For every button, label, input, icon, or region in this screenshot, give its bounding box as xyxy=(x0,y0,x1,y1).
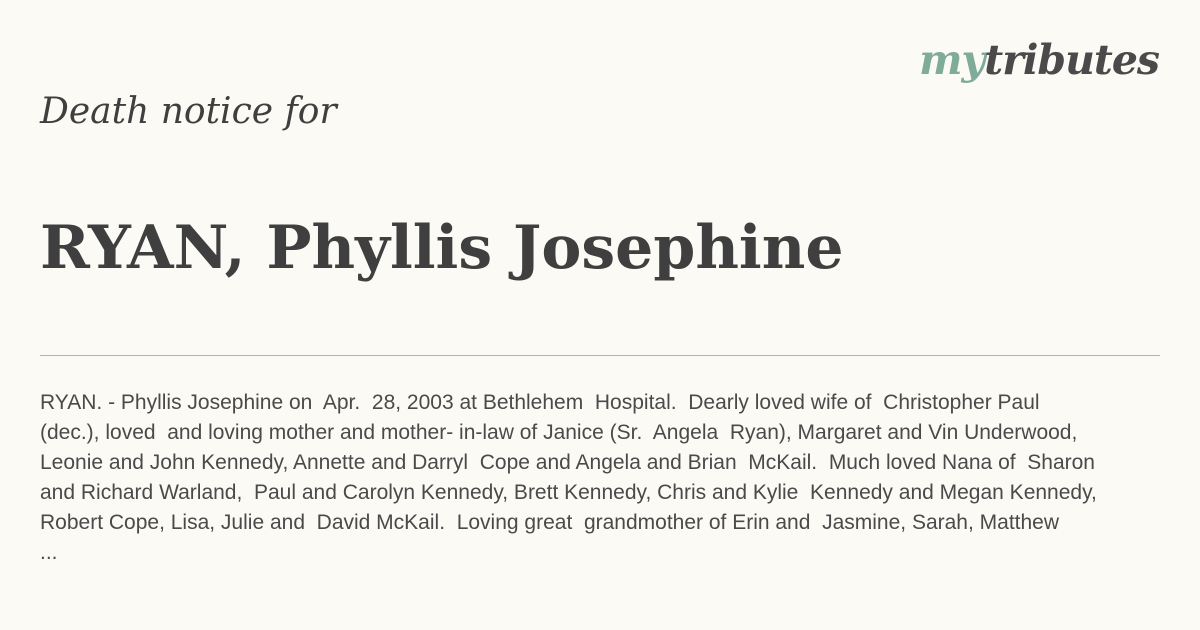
death-notice-label: Death notice for xyxy=(40,91,337,132)
divider xyxy=(40,355,1160,356)
notice-line: and Richard Warland, Paul and Carolyn Kennedy, Brett Kennedy, Chris and Kylie Kennedy and Megan Kennedy, xyxy=(40,481,1097,504)
notice-line: Leonie and John Kennedy, Annette and Darryl Cope and Angela and Brian McKail. Much loved Nana of Sharon xyxy=(40,451,1095,474)
notice-text xyxy=(40,388,1160,568)
notice-line: Robert Cope, Lisa, Julie and David McKail. Loving great grandmother of Erin and Jasmine, Sarah, Matthew xyxy=(40,511,1060,534)
notice-line: (dec.), loved and loving mother and mother- in-law of Janice (Sr. Angela Ryan), Margaret and Vin Underwood, xyxy=(40,421,1078,444)
notice-line: RYAN. - Phyllis Josephine on Apr. 28, 2003 at Bethlehem Hospital. Dearly loved wife of Christopher Paul xyxy=(40,391,1040,414)
mytributes-logo[interactable] xyxy=(919,36,1159,84)
deceased-name: RYAN, Phyllis Josephine xyxy=(40,213,844,283)
notice-ellipsis: ... xyxy=(40,541,58,564)
logo-tributes: tributes xyxy=(984,36,1159,84)
logo-my: my xyxy=(919,36,985,84)
